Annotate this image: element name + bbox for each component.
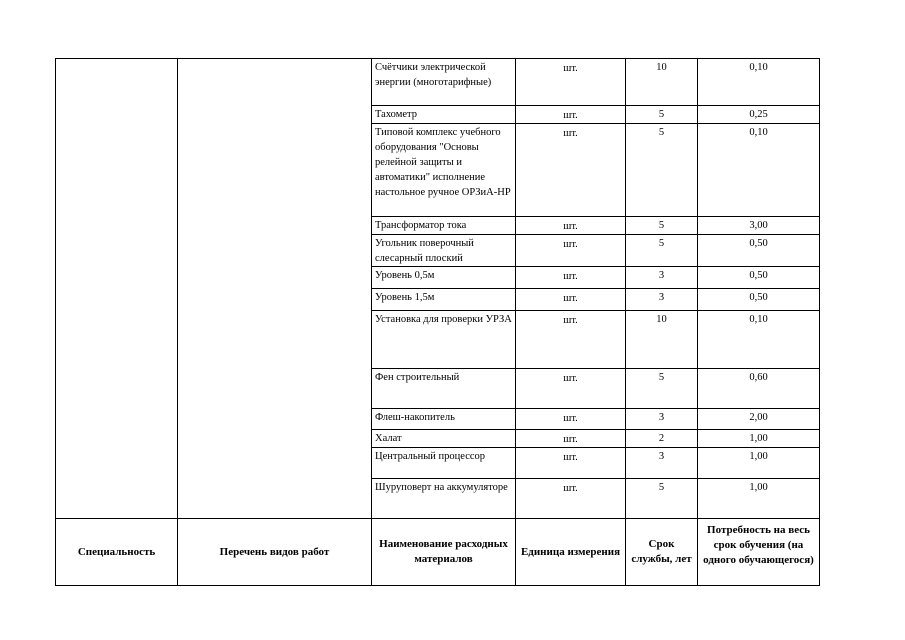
- requirement-cell: 0,60: [698, 369, 820, 409]
- unit-cell: шт.: [516, 369, 626, 409]
- service-life-cell: 5: [626, 124, 698, 217]
- specialty-cell: [56, 479, 178, 519]
- table-row: [56, 59, 820, 106]
- table-body: [56, 59, 820, 586]
- specialty-cell: [56, 289, 178, 311]
- works-cell: [178, 409, 372, 430]
- works-cell: [178, 235, 372, 267]
- specialty-cell: [56, 369, 178, 409]
- table-row: [56, 448, 820, 479]
- requirement-cell: 0,50: [698, 289, 820, 311]
- requirement-cell: 0,10: [698, 311, 820, 369]
- unit-cell: шт.: [516, 267, 626, 289]
- material-name-cell: Счётчики электрической энергии (многотарифные): [372, 59, 516, 106]
- requirement-cell: 0,50: [698, 267, 820, 289]
- works-cell: [178, 217, 372, 235]
- service-life-cell: 3: [626, 267, 698, 289]
- table-row: [56, 235, 820, 267]
- requirement-cell: 1,00: [698, 430, 820, 448]
- works-cell: [178, 267, 372, 289]
- unit-cell: шт.: [516, 235, 626, 267]
- header-materials: Наименование расходных материалов: [372, 519, 516, 586]
- requirement-cell: 3,00: [698, 217, 820, 235]
- material-name-cell: Уровень 0,5м: [372, 267, 516, 289]
- table-row: [56, 369, 820, 409]
- works-cell: [178, 311, 372, 369]
- service-life-cell: 3: [626, 448, 698, 479]
- requirement-cell: 1,00: [698, 479, 820, 519]
- unit-cell: шт.: [516, 409, 626, 430]
- table-row: [56, 267, 820, 289]
- requirement-cell: 0,10: [698, 59, 820, 106]
- specialty-cell: [56, 448, 178, 479]
- unit-cell: шт.: [516, 124, 626, 217]
- requirement-cell: 0,25: [698, 106, 820, 124]
- unit-cell: шт.: [516, 479, 626, 519]
- header-unit: Единица измерения: [516, 519, 626, 586]
- table-row: [56, 289, 820, 311]
- material-name-cell: Флеш-накопитель: [372, 409, 516, 430]
- service-life-cell: 5: [626, 479, 698, 519]
- works-cell: [178, 430, 372, 448]
- unit-cell: шт.: [516, 430, 626, 448]
- requirement-cell: 0,10: [698, 124, 820, 217]
- material-name-cell: Центральный процессор: [372, 448, 516, 479]
- service-life-cell: 5: [626, 369, 698, 409]
- works-cell: [178, 479, 372, 519]
- specialty-cell: [56, 235, 178, 267]
- unit-cell: шт.: [516, 217, 626, 235]
- header-specialty: Специальность: [56, 519, 178, 586]
- material-name-cell: Халат: [372, 430, 516, 448]
- table-row: [56, 311, 820, 369]
- unit-cell: шт.: [516, 106, 626, 124]
- specialty-cell: [56, 217, 178, 235]
- service-life-cell: 5: [626, 106, 698, 124]
- requirement-cell: 0,50: [698, 235, 820, 267]
- works-cell: [178, 448, 372, 479]
- specialty-cell: [56, 409, 178, 430]
- requirement-cell: 1,00: [698, 448, 820, 479]
- material-name-cell: Типовой комплекс учебного оборудования "Основы релейной защиты и автоматики" исполнение настольное ручное ОРЗиА-НР: [372, 124, 516, 217]
- material-name-cell: Установка для проверки УРЗА: [372, 311, 516, 369]
- header-service-life: Срок службы, лет: [626, 519, 698, 586]
- unit-cell: шт.: [516, 289, 626, 311]
- specialty-cell: [56, 267, 178, 289]
- specialty-cell: [56, 106, 178, 124]
- specialty-cell: [56, 124, 178, 217]
- unit-cell: шт.: [516, 448, 626, 479]
- works-cell: [178, 106, 372, 124]
- specialty-cell: [56, 59, 178, 106]
- header-works: Перечень видов работ: [178, 519, 372, 586]
- service-life-cell: 3: [626, 289, 698, 311]
- table-row: [56, 106, 820, 124]
- unit-cell: шт.: [516, 59, 626, 106]
- works-cell: [178, 289, 372, 311]
- service-life-cell: 10: [626, 311, 698, 369]
- materials-table: [55, 58, 820, 586]
- material-name-cell: Трансформатор тока: [372, 217, 516, 235]
- specialty-cell: [56, 311, 178, 369]
- service-life-cell: 10: [626, 59, 698, 106]
- table-row: [56, 124, 820, 217]
- material-name-cell: Шуруповерт на аккумуляторе: [372, 479, 516, 519]
- works-cell: [178, 369, 372, 409]
- unit-cell: шт.: [516, 311, 626, 369]
- service-life-cell: 5: [626, 217, 698, 235]
- table-row: [56, 479, 820, 519]
- table-header-row: [56, 519, 820, 586]
- material-name-cell: Фен строительный: [372, 369, 516, 409]
- table-row: [56, 409, 820, 430]
- requirement-cell: 2,00: [698, 409, 820, 430]
- works-cell: [178, 124, 372, 217]
- table-row: [56, 430, 820, 448]
- service-life-cell: 3: [626, 409, 698, 430]
- service-life-cell: 5: [626, 235, 698, 267]
- material-name-cell: Уровень 1,5м: [372, 289, 516, 311]
- table-row: [56, 217, 820, 235]
- specialty-cell: [56, 430, 178, 448]
- service-life-cell: 2: [626, 430, 698, 448]
- material-name-cell: Тахометр: [372, 106, 516, 124]
- material-name-cell: Угольник поверочный слесарный плоский: [372, 235, 516, 267]
- works-cell: [178, 59, 372, 106]
- header-requirement: Потребность на весь срок обучения (на одного обучающегося): [698, 519, 820, 586]
